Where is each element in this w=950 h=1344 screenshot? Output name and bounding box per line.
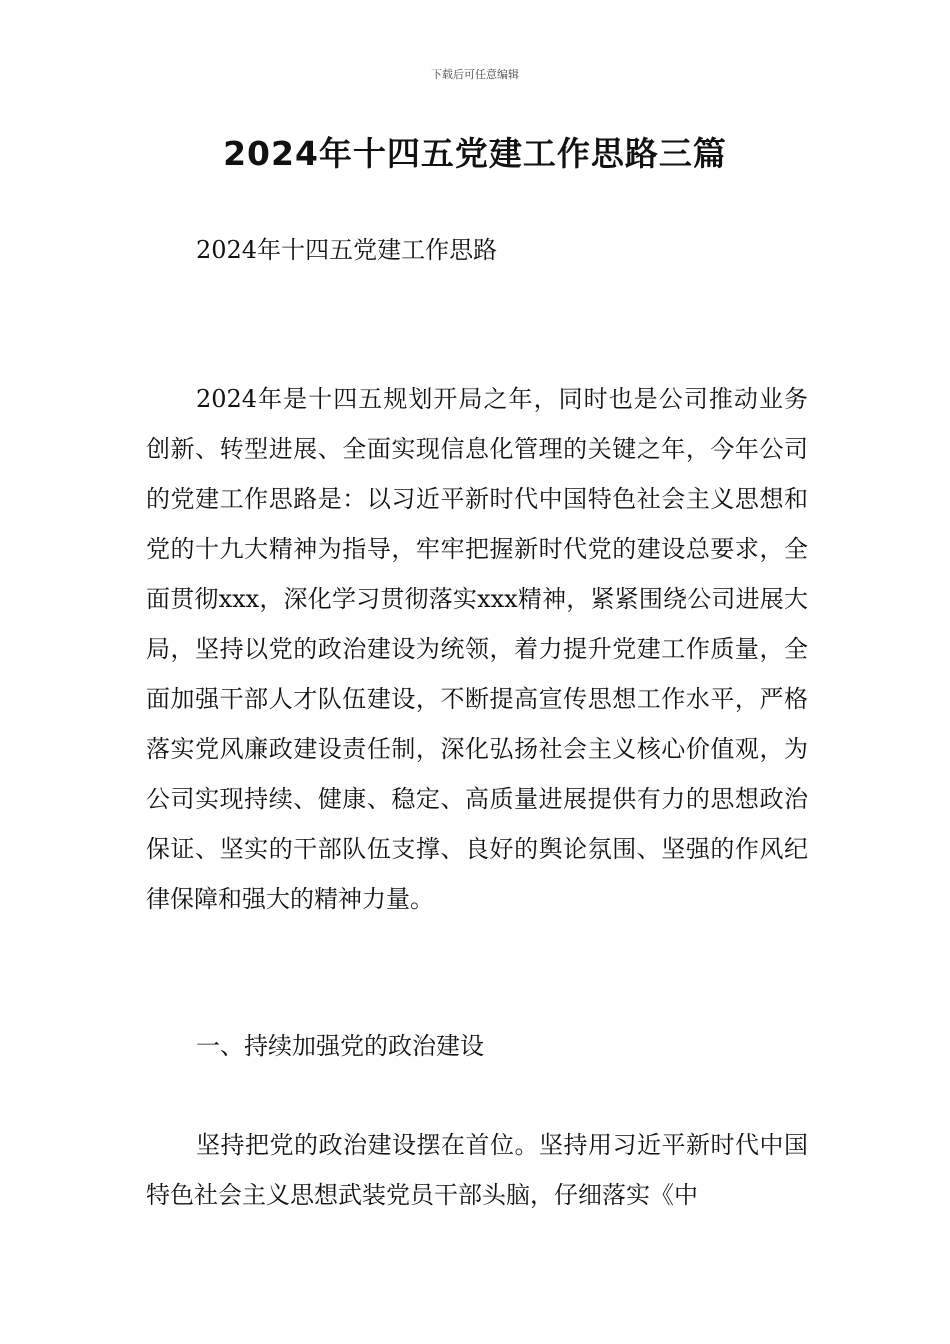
document-title: 2024年十四五党建工作思路三篇 xyxy=(223,134,727,173)
document-subtitle: 2024年十四五党建工作思路 xyxy=(196,236,498,264)
body-paragraph-2: 坚持把党的政治建设摆在首位。坚持用习近平新时代中国特色社会主义思想武装党员干部头脑，仔细落实《中 xyxy=(146,1131,808,1209)
header-note: 下载后可任意编辑 xyxy=(431,68,519,81)
body-paragraph-1: 2024年是十四五规划开局之年，同时也是公司推动业务创新、转型进展、全面实现信息化管理的关键之年，今年公司的党建工作思路是：以习近平新时代中国特色社会主义思想和党的十九大精神为指导，牢牢把握新时代党的建设总要求，全面贯彻xxx，深化学习贯彻落实xxx精神，紧紧围绕公司进展大局，坚持以党的政治建设为统领，着力提升党建工作质量，全面加强干部人才队伍建设，不断提高宣传思想工作水平，严格落实党风廉政建设责任制，深化弘扬社会主义核心价值观，为公司实现持续、健康、稳定、高质量进展提供有力的思想政治保证、坚实的干部队伍支撑、良好的舆论氛围、坚强的作风纪律保障和强大的精神力量。 xyxy=(146,385,808,913)
section-heading-1: 一、持续加强党的政治建设 xyxy=(196,1032,484,1060)
